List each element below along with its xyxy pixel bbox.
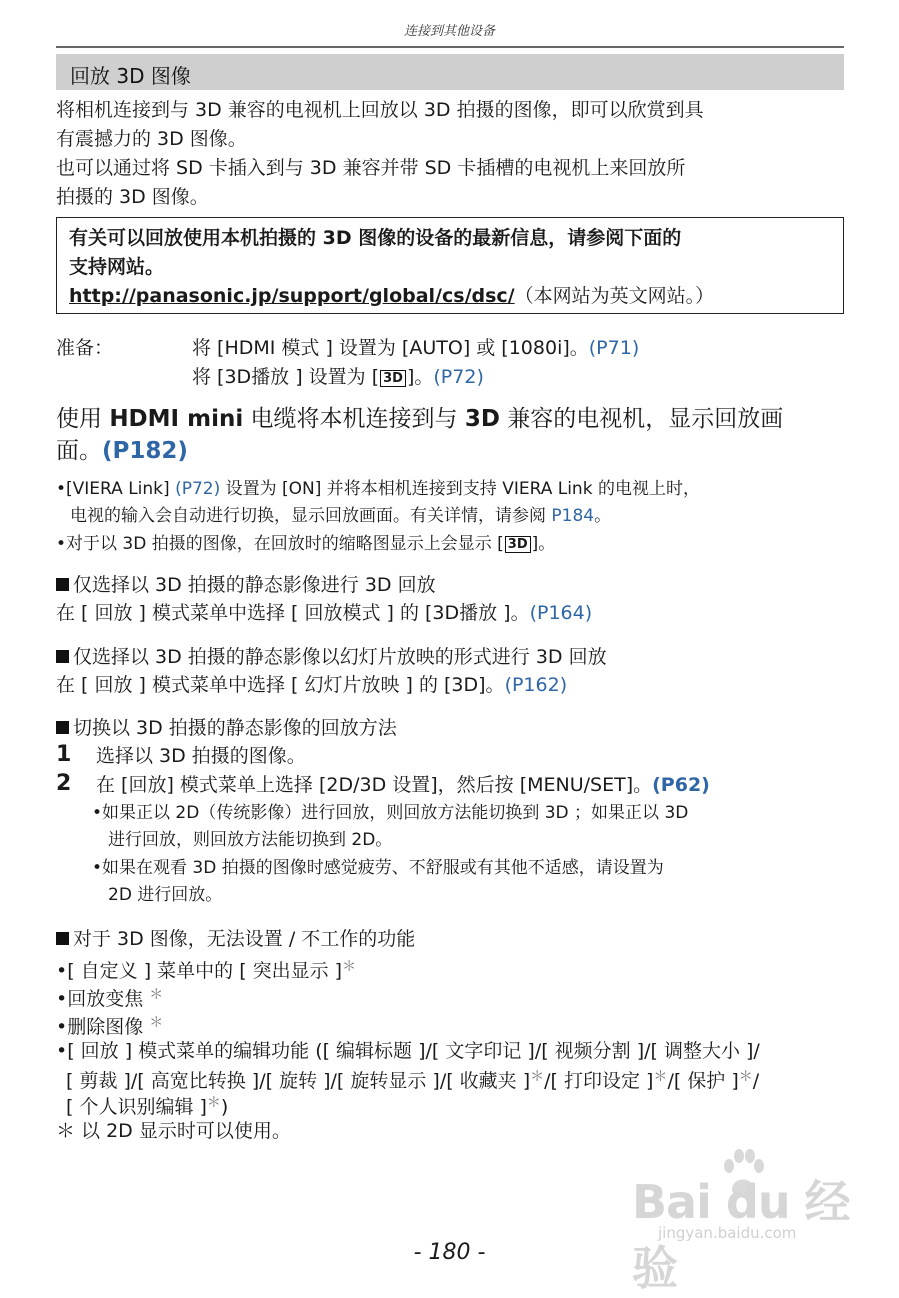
asterisk-mark: ＊ <box>206 1095 221 1111</box>
baidu-jingyan-watermark <box>620 1148 850 1295</box>
list-item-text: •删除图像 <box>56 1016 144 1038</box>
list-item-text: [ 剪裁 ]/[ 高宽比转换 ]/[ 旋转 ]/[ 旋转显示 ]/[ 收藏夹 ] <box>66 1070 531 1092</box>
footnote: ＊ 以 2D 显示时可以使用。 <box>56 1120 291 1142</box>
step-text: 电缆将本机连接到与 <box>243 406 465 432</box>
list-item-text: /[ 打印设定 ] <box>544 1070 654 1092</box>
square-bullet-icon <box>56 932 69 945</box>
page-number: - 180 - <box>413 1240 486 1265</box>
prep-text: 将 [HDMI 模式 ] 设置为 [AUTO] 或 [1080i]。 <box>192 337 589 359</box>
support-notice-box <box>56 217 844 314</box>
list-item-text: /[ 保护 ] <box>667 1070 739 1092</box>
step-number: 2 <box>56 771 72 796</box>
subsection-title-text: 仅选择以 3D 拍摄的静态影像以幻灯片放映的形式进行 3D 回放 <box>73 646 607 668</box>
running-head: 连接到其他设备 <box>403 24 495 39</box>
square-bullet-icon <box>56 721 69 734</box>
step-note: •如果在观看 3D 拍摄的图像时感觉疲劳、不舒服或有其他不适感，请设置为 <box>92 858 664 878</box>
subsection-title <box>56 643 607 671</box>
prep-text-2 <box>192 363 484 392</box>
page-ref-link[interactable]: (P164) <box>529 602 593 624</box>
bullet-thumbnail <box>56 531 555 558</box>
prep-text: 将 [3D播放 ] 设置为 [ <box>192 366 380 388</box>
bullet-viera-link <box>56 476 700 503</box>
step-text: 在 [回放] 模式菜单上选择 [2D/3D 设置]，然后按 [MENU/SET]。 <box>96 774 653 796</box>
subsection-title <box>56 714 397 742</box>
list-item-text: •[ 自定义 ] 菜单中的 [ 突出显示 ] <box>56 960 343 982</box>
main-step-line-2 <box>56 435 188 467</box>
subsection-text <box>56 671 567 699</box>
asterisk-mark: ＊ <box>530 1069 545 1085</box>
page-ref-link[interactable]: (P62) <box>652 774 710 796</box>
asterisk-mark: ＊ <box>653 1069 668 1085</box>
bullet-text: 电视的输入会自动进行切换，显示回放画面。有关详情，请参阅 <box>70 506 552 526</box>
page-ref-link[interactable]: (P71) <box>588 337 640 359</box>
step-2-line <box>96 771 710 799</box>
watermark-logo: Bai du 经验 <box>632 1175 850 1295</box>
main-step-line-1 <box>56 403 783 435</box>
asterisk-mark: ＊ <box>738 1069 753 1085</box>
subsection-title <box>56 571 436 599</box>
asterisk-mark: ＊ <box>342 959 357 975</box>
intro-line: 有震撼力的 3D 图像。 <box>56 128 247 150</box>
bullet-text: •[VIERA Link] <box>56 479 176 499</box>
page-ref-link[interactable]: (P72) <box>433 366 484 388</box>
list-item-text: •回放变焦 <box>56 988 144 1010</box>
prep-text-1 <box>192 334 639 363</box>
subsection-text <box>56 599 592 627</box>
body-text: 在 [ 回放 ] 模式菜单中选择 [ 回放模式 ] 的 [3D播放 ]。 <box>56 602 530 624</box>
page-ref-link[interactable]: P184 <box>551 506 595 526</box>
url-note: （本网站为英文网站。） <box>514 285 715 307</box>
intro-line: 也可以通过将 SD 卡插入到与 3D 兼容并带 SD 卡插槽的电视机上来回放所 <box>56 157 686 179</box>
page-ref-link[interactable]: (P162) <box>504 674 568 696</box>
notice-line: 支持网站。 <box>69 256 165 278</box>
step-text: 面。 <box>56 438 102 464</box>
notice-line: 有关可以回放使用本机拍摄的 3D 图像的设备的最新信息，请参阅下面的 <box>69 227 682 249</box>
square-bullet-icon <box>56 650 69 663</box>
bullet-text: 。 <box>594 506 612 526</box>
square-bullet-icon <box>56 578 69 591</box>
3d-icon: 3D <box>380 370 406 387</box>
step-note: •如果正以 2D（传统影像）进行回放，则回放方法能切换到 3D ；如果正以 3D <box>92 803 689 823</box>
list-item-text: [ 个人识别编辑 ] <box>66 1096 207 1118</box>
section-title-bar <box>56 54 844 90</box>
subsection-title-text: 切换以 3D 拍摄的静态影像的回放方法 <box>73 717 397 739</box>
subsection-title-text: 仅选择以 3D 拍摄的静态影像进行 3D 回放 <box>73 574 436 596</box>
list-item-text: / <box>752 1070 760 1092</box>
step-note: 进行回放，则回放方法能切换到 2D。 <box>108 830 393 850</box>
intro-line: 拍摄的 3D 图像。 <box>56 186 209 208</box>
asterisk-mark: ＊ <box>149 987 164 1003</box>
subsection-title-text: 对于 3D 图像，无法设置 / 不工作的功能 <box>73 928 416 950</box>
list-item-text: ) <box>220 1096 229 1118</box>
notice-url-line <box>69 282 714 311</box>
subsection-title <box>56 925 415 953</box>
bullet-text: ]。 <box>531 534 556 554</box>
prep-text: ]。 <box>406 366 434 388</box>
prep-label: 准备： <box>56 337 114 359</box>
step-text: 3D <box>464 406 500 432</box>
section-title: 回放 3D 图像 <box>70 64 191 88</box>
bullet-text: 设置为 [ON] 并将本相机连接到支持 VIERA Link 的电视上时， <box>220 479 700 499</box>
bullet-viera-link-cont <box>70 503 611 530</box>
support-url-link[interactable]: http://panasonic.jp/support/global/cs/dsc/ <box>69 285 515 307</box>
intro-line: 将相机连接到与 3D 兼容的电视机上回放以 3D 拍摄的图像，即可以欣赏到具 <box>56 99 704 121</box>
page-ref-link[interactable]: (P182) <box>102 438 188 464</box>
body-text: 在 [ 回放 ] 模式菜单中选择 [ 幻灯片放映 ] 的 [3D]。 <box>56 674 505 696</box>
step-note: 2D 进行回放。 <box>108 885 223 905</box>
step-text: 兼容的电视机，显示回放画 <box>499 406 784 432</box>
step-number: 1 <box>56 742 72 767</box>
watermark-site: jingyan.baidu.com <box>658 1224 797 1242</box>
step-text: 选择以 3D 拍摄的图像。 <box>96 745 306 767</box>
step-text: 使用 <box>56 406 110 432</box>
prep-line-1 <box>56 334 846 363</box>
header-rule <box>56 46 844 48</box>
3d-icon: 3D <box>505 536 531 553</box>
page-ref-link[interactable]: (P72) <box>175 479 221 499</box>
list-item: •[ 回放 ] 模式菜单的编辑功能 ([ 编辑标题 ]/[ 文字印记 ]/[ 视频分割 ]/[ 调整大小 ]/ <box>56 1040 760 1062</box>
step-text: HDMI mini <box>109 406 244 432</box>
asterisk-mark: ＊ <box>149 1015 164 1031</box>
bullet-text: •对于以 3D 拍摄的图像，在回放时的缩略图显示上会显示 [ <box>56 534 504 554</box>
